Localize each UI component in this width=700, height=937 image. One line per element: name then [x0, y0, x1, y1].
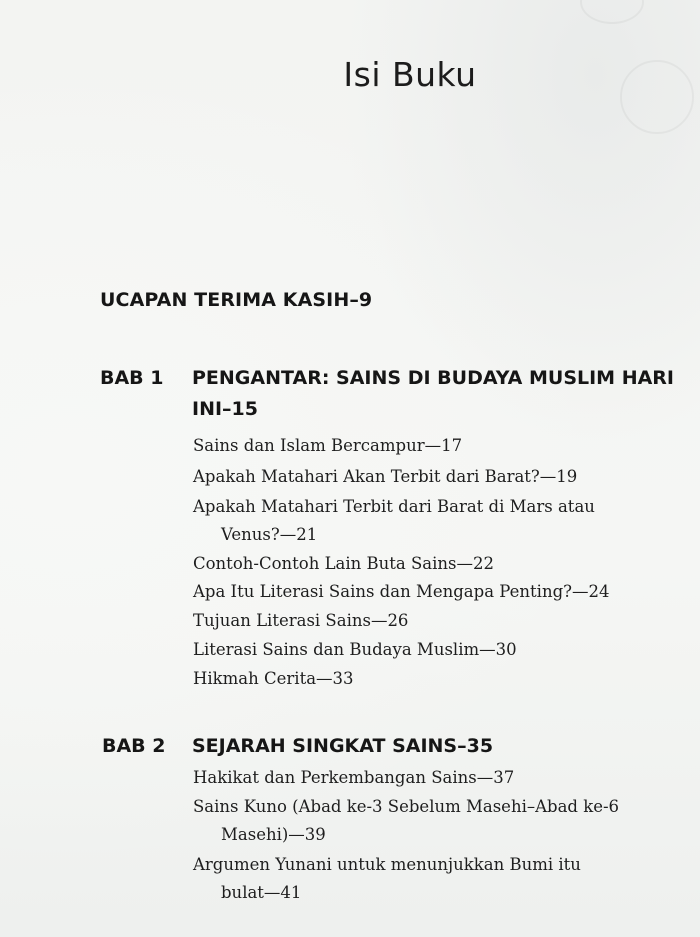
toc-entry-text: Sains Kuno (Abad ke-3 Sebelum Masehi–Abad ke-6 — [193, 797, 620, 816]
toc-entry-text: Tujuan Literasi Sains—26 — [193, 611, 409, 630]
toc-entry — [193, 851, 663, 907]
chapter-2-number: BAB 2 — [102, 735, 166, 757]
toc-entry-text: Apakah Matahari Terbit dari Barat di Mars atau — [193, 497, 595, 516]
toc-entry — [193, 463, 663, 491]
page-title: Isi Buku — [343, 55, 477, 94]
toc-entry — [193, 578, 663, 606]
toc-entry — [193, 636, 663, 664]
toc-entry-text: Argumen Yunani untuk menunjukkan Bumi itu — [193, 855, 581, 874]
toc-entry — [193, 793, 663, 849]
toc-entry-text: Hikmah Cerita—33 — [193, 669, 354, 688]
toc-entry-text: Contoh-Contoh Lain Buta Sains—22 — [193, 554, 494, 573]
toc-entry-text-continued: bulat—41 — [221, 883, 302, 902]
toc-entry-text-continued: Venus?—21 — [221, 525, 318, 544]
toc-entry-text: Sains dan Islam Bercampur—17 — [193, 436, 463, 455]
toc-entry-text: Literasi Sains dan Budaya Muslim—30 — [193, 640, 517, 659]
toc-entry — [193, 665, 663, 693]
toc-entry-text: Apa Itu Literasi Sains dan Mengapa Penting?—24 — [193, 582, 610, 601]
chapter-1-number: BAB 1 — [100, 367, 164, 389]
chapter-2-title: SEJARAH SINGKAT SAINS–35 — [192, 735, 494, 757]
toc-entry-text-continued: Masehi)—39 — [221, 825, 326, 844]
toc-entry-text: Hakikat dan Perkembangan Sains—37 — [193, 768, 515, 787]
chapter-1-title: PENGANTAR: SAINS DI BUDAYA MUSLIM HARI INI–15 — [192, 367, 675, 420]
toc-entry — [193, 432, 663, 460]
toc-entry — [193, 607, 663, 635]
toc-entry — [193, 764, 663, 792]
toc-acknowledgement: UCAPAN TERIMA KASIH–9 — [100, 289, 373, 311]
toc-entry — [193, 493, 663, 549]
bleed-through-mark — [580, 0, 644, 24]
toc-entry-text: Apakah Matahari Akan Terbit dari Barat?—19 — [193, 467, 578, 486]
toc-entry — [193, 550, 663, 578]
